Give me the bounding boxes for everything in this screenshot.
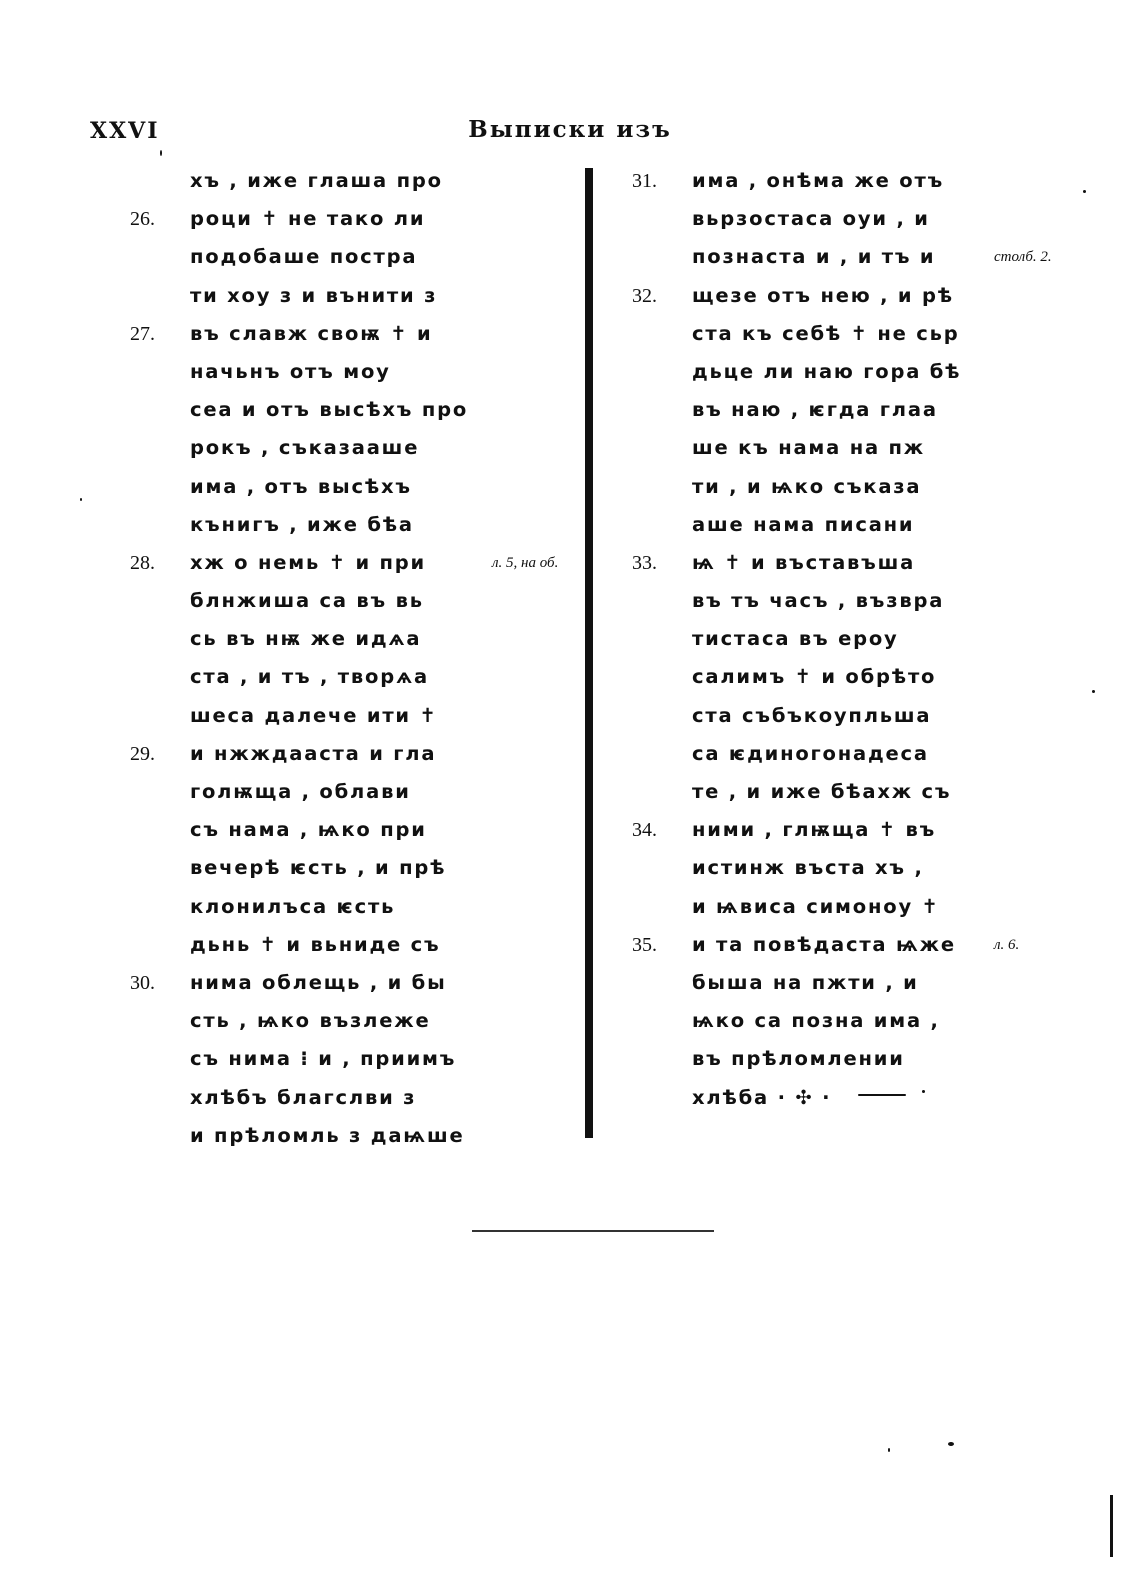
line-text: рокъ , съказааше [190,436,420,460]
verse-number: 33. [632,551,657,574]
line-text: хлѣба · ✣ · [692,1085,832,1109]
margin-note: л. 6. [994,936,1020,953]
line-text: въ славж своѭ ✝ и [190,321,433,345]
verse-number: 30. [130,971,155,994]
line-text: и нжждааста и гла [190,741,437,765]
line-text: аше нама писани [692,512,915,536]
line-text: блнжиша са въ вь [190,589,424,613]
line-text: шеса далече ити ✝ [190,703,438,727]
line-text: ѩ ✝ и въставъша [692,550,916,574]
ink-speck [1083,190,1086,193]
line-text: начьнъ отъ моу [190,359,391,383]
line-text: нима облещь , и бы [190,970,447,994]
column-divider [585,168,593,1138]
line-text: съ нама , ѩко при [190,818,427,842]
ink-speck [888,1448,890,1452]
line-text: въ тъ часъ , възвра [692,589,945,613]
verse-number: 35. [632,933,657,956]
line-text: клонилъса ѥсть [190,894,396,918]
line-text: ѩко са позна има , [692,1009,940,1033]
line-text: кънигъ , иже бѣа [190,512,414,536]
end-rule [472,1230,714,1232]
page-number: XXVI [90,118,160,144]
line-text: ста къ себѣ ✝ не сьр [692,321,960,345]
line-text: сь въ нѭ же идѧа [190,627,422,651]
line-text: ста , и тъ , творѧа [190,665,429,689]
line-text: въ прѣломлении [692,1047,905,1071]
ink-speck [80,498,82,501]
line-text: и ѩвиса симоноу ✝ [692,894,940,918]
verse-number: 29. [130,742,155,765]
line-text: са ѥдинoгонадеса [692,741,929,765]
page-title: Выписки изъ [468,116,672,143]
line-text: и та повѣдаста ѩже [692,932,956,956]
line-text: има , отъ высѣхъ [190,474,412,498]
line-text: ними , глѭща ✝ въ [692,818,937,842]
margin-note: столб. 2. [994,249,1052,266]
line-text: те , и иже бѣахж съ [692,780,952,803]
margin-note: л. 5, на об. [492,554,559,571]
line-text: дьце ли наю гора бѣ [692,359,962,383]
line-text: сеа и отъ высѣхъ про [190,398,469,422]
line-text: ше къ нама на пж [692,436,926,460]
line-text: роци ✝ не тако ли [190,207,426,231]
line-text: хлѣбъ благслви з [190,1085,417,1109]
edge-mark [1110,1495,1113,1557]
ink-speck [922,1090,925,1093]
line-text: истинж въста хъ , [692,856,924,880]
line-text: познаста и , и тъ и [692,245,936,269]
line-text: подобаше постра [190,245,418,269]
line-text: съ нима ⁝ и , приимъ [190,1047,457,1071]
line-text: хж о немь ✝ и при [190,550,426,574]
line-text: ти , и ѩко съказа [692,474,922,498]
ink-speck [160,150,162,156]
line-text: има , онѣма же отъ [692,169,945,192]
line-text: въ наю , ѥгда глаа [692,398,938,422]
line-text: тистаса въ ерoу [692,627,899,651]
verse-number: 34. [632,819,657,842]
ink-speck [948,1442,954,1446]
line-text: голѭща , облави [190,780,411,803]
line-text: ста събъкоупльша [692,703,932,727]
verse-number: 32. [632,284,657,307]
line-text: дьнь ✝ и вьниде съ [190,932,441,956]
verse-number: 27. [130,322,155,345]
line-text: щезе отъ нею , и рѣ [692,283,954,307]
line-text: вьрзостаса оуи , и [692,207,930,231]
verse-number: 26. [130,208,155,231]
line-text: и прѣломль з даѩше [190,1123,465,1147]
line-text: хъ , иже глаша про [190,169,443,192]
line-text: ти хоу з и вънити з [190,283,438,307]
verse-number: 31. [632,170,657,192]
line-text: вечерѣ ѥсть , и прѣ [190,856,447,880]
ink-speck [1092,690,1095,693]
line-text: салимъ ✝ и обрѣто [692,665,937,689]
verse-number: 28. [130,551,155,574]
closing-flourish [858,1094,906,1096]
line-text: сть , ѩко възлеже [190,1009,431,1033]
line-text: быша на пжти , и [692,970,919,994]
